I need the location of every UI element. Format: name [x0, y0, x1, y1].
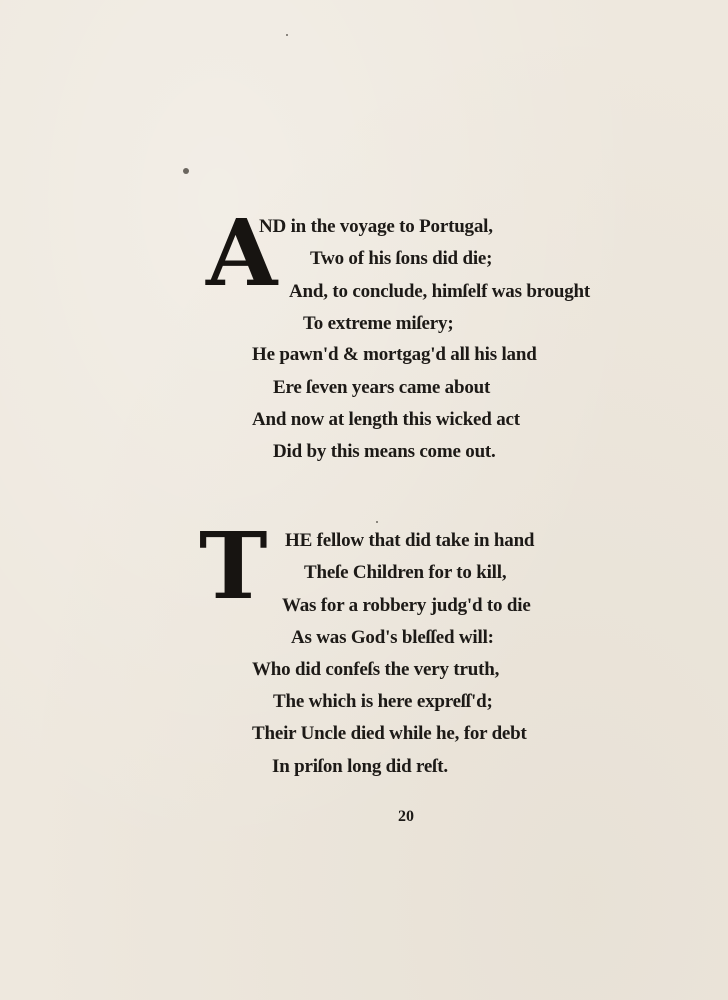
- poem-line: And, to conclude, himſelf was brought: [289, 281, 591, 302]
- paper-speck: [376, 521, 378, 523]
- page-number: 20: [398, 808, 414, 825]
- poem-line: He pawn'd & mortgag'd all his land: [252, 344, 537, 365]
- poem-line: Ere ſeven years came about: [273, 377, 491, 398]
- paper-speck: [183, 168, 189, 174]
- poem-line: In priſon long did reſt.: [272, 756, 448, 777]
- poem-line: And now at length this wicked act: [252, 409, 520, 430]
- poem-line: To extreme miſery;: [303, 313, 454, 334]
- poem-line: As was God's bleſſed will:: [291, 627, 494, 648]
- poem-line: ND in the voyage to Portugal,: [259, 216, 493, 237]
- paper-speck: [286, 34, 288, 36]
- poem-line: Did by this means come out.: [273, 441, 496, 462]
- drop-cap-initial: A: [206, 199, 278, 307]
- poem-line: Their Uncle died while he, for debt: [252, 723, 527, 744]
- poem-line: Theſe Children for to kill,: [304, 562, 507, 583]
- poem-line: Two of his ſons did die;: [310, 248, 493, 269]
- poem-line: HE fellow that did take in hand: [285, 530, 535, 551]
- poem-line: Was for a robbery judg'd to die: [282, 595, 531, 616]
- drop-cap-initial: T: [199, 512, 268, 620]
- poem-line: The which is here expreſſ'd;: [273, 691, 493, 712]
- poem-line: Who did confeſs the very truth,: [252, 659, 500, 680]
